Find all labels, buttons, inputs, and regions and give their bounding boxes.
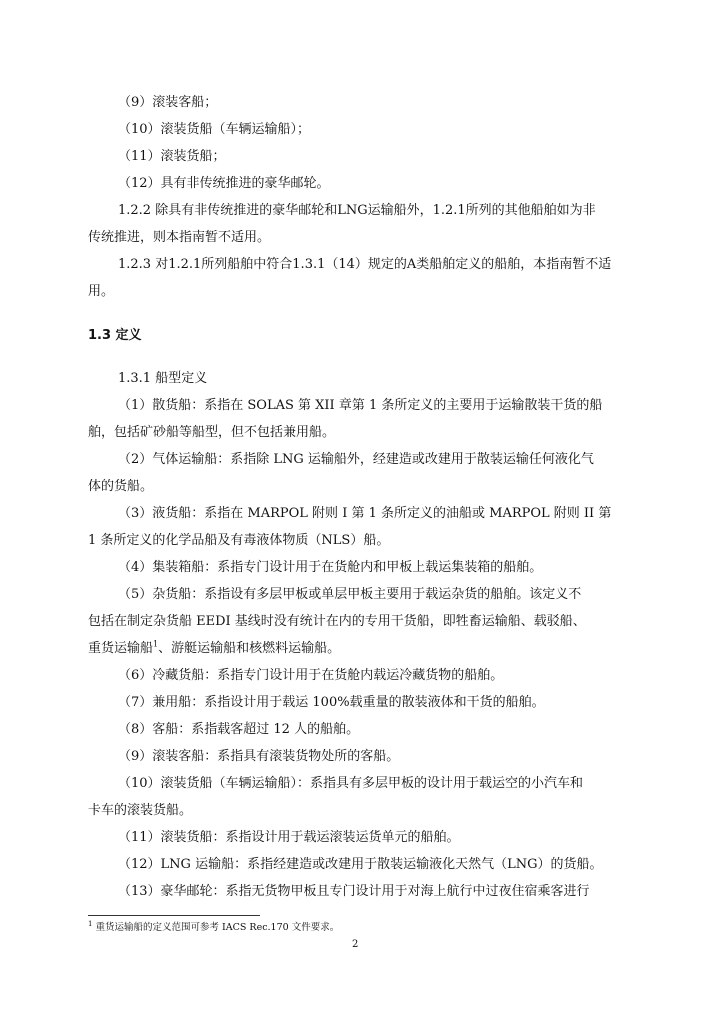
definition-line: （3）液货船：系指在 MARPOL 附则 I 第 1 条所定义的油船或 MARPOL 附则 II 第 xyxy=(118,506,612,521)
page-number: 2 xyxy=(352,939,359,950)
paragraph-line: 用。 xyxy=(88,284,115,299)
paragraph-line: 传统推进，则本指南暂不适用。 xyxy=(88,230,271,245)
definition-text: 、游艇运输船和核燃料运输船。 xyxy=(158,641,341,656)
definition-line: （13）豪华邮轮：系指无货物甲板且专门设计用于对海上航行中过夜住宿乘客进行 xyxy=(118,884,590,899)
definition-text: 重货运输船 xyxy=(88,641,154,656)
list-item: （10）滚装货船（车辆运输船）； xyxy=(118,122,311,137)
definition-line: （11）滚装货船：系指设计用于载运滚装运货单元的船舶。 xyxy=(118,830,460,845)
paragraph-line: 1.2.3 对1.2.1所列船舶中符合1.3.1（14）规定的A类船舶定义的船舶，本指南暂不适 xyxy=(118,257,612,272)
footnote-divider xyxy=(88,915,260,916)
footnote-mark: 1 xyxy=(88,919,93,928)
footnote xyxy=(88,921,339,935)
definition-line: 卡车的滚装货船。 xyxy=(88,803,193,818)
definition-line: 1 条所定义的化学品船及有毒液体物质（NLS）船。 xyxy=(88,533,390,548)
definition-line: （5）杂货船：系指设有多层甲板或单层甲板主要用于载运杂货的船舶。该定义不 xyxy=(118,587,582,602)
definition-line: 舶，包括矿砂船等船型，但不包括兼用船。 xyxy=(88,425,336,440)
section-heading: 1.3 定义 xyxy=(88,328,142,343)
definition-line: （12）LNG 运输船：系指经建造或改建用于散装运输液化天然气（LNG）的货船。 xyxy=(118,857,603,872)
footnote-text: 重货运输船的定义范围可参考 IACS Rec.170 文件要求。 xyxy=(95,922,340,933)
definition-line: （10）滚装货船（车辆运输船）：系指具有多层甲板的设计用于载运空的小汽车和 xyxy=(118,776,584,791)
definition-line: （7）兼用船：系指设计用于载运 100%载重量的散装液体和干货的船舶。 xyxy=(118,695,545,710)
definition-line: 体的货船。 xyxy=(88,479,154,494)
subsection-heading: 1.3.1 船型定义 xyxy=(118,371,208,386)
definition-line: （1）散货船：系指在 SOLAS 第 XII 章第 1 条所定义的主要用于运输散装干货的船 xyxy=(118,398,603,413)
definition-line: （8）客船：系指载客超过 12 人的船舶。 xyxy=(118,722,360,737)
footnote-ref[interactable]: 1 xyxy=(153,639,159,649)
list-item: （9）滚装客船； xyxy=(118,95,218,110)
definition-line: （4）集装箱船：系指专门设计用于在货舱内和甲板上载运集装箱的船舶。 xyxy=(118,560,543,575)
definition-line: 包括在制定杂货船 EEDI 基线时没有统计在内的专用干货船，即牲畜运输船、载驳船、 xyxy=(88,614,586,629)
definition-line xyxy=(88,640,340,658)
definition-line: （6）冷藏货船：系指专门设计用于在货舱内载运冷藏货物的船舶。 xyxy=(118,668,504,683)
paragraph-line: 1.2.2 除具有非传统推进的豪华邮轮和LNG运输船外，1.2.1所列的其他船舶如为非 xyxy=(118,203,596,218)
definition-line: （2）气体运输船：系指除 LNG 运输船外，经建造或改建用于散装运输任何液化气 xyxy=(118,452,594,467)
list-item: （12）具有非传统推进的豪华邮轮。 xyxy=(118,176,330,191)
list-item: （11）滚装货船； xyxy=(118,149,226,164)
definition-line: （9）滚装客船：系指具有滚装货物处所的客船。 xyxy=(118,749,400,764)
